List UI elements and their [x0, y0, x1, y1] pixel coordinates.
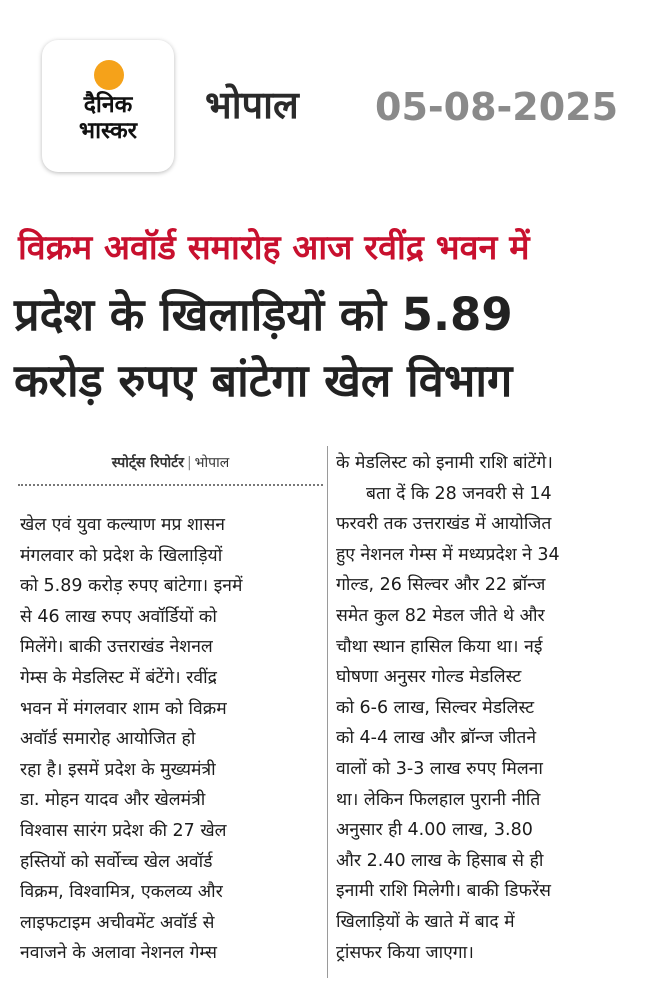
article-column-left	[20, 510, 320, 969]
text-line: था। लेकिन फिलहाल पुरानी नीति	[336, 789, 541, 810]
byline-separator: |	[186, 455, 192, 471]
byline-divider	[18, 484, 323, 486]
text-line: को 6-6 लाख, सिल्वर मेडलिस्ट	[336, 697, 535, 718]
text-line: चौथा स्थान हासिल किया था। नई	[336, 636, 543, 657]
column-divider	[327, 446, 328, 978]
text-line: भवन में मंगलवार शाम को विक्रम	[20, 698, 227, 719]
text-line: विक्रम, विश्वामित्र, एकलव्य और	[20, 882, 223, 903]
text-line: खिलाड़ियों के खाते में बाद में	[336, 911, 515, 932]
article-headline	[14, 282, 638, 414]
text-line: के मेडलिस्ट को इनामी राशि बांटेंगे।	[336, 453, 553, 473]
edition-date: 05-08-2025	[375, 85, 619, 129]
text-line: फरवरी तक उत्तराखंड में आयोजित	[336, 514, 552, 535]
text-line: अनुसार ही 4.00 लाख, 3.80	[336, 820, 533, 841]
text-line: मंगलवार को प्रदेश के खिलाड़ियों	[20, 545, 223, 566]
text-line: विश्वास सारंग प्रदेश की 27 खेल	[20, 820, 227, 841]
text-line: समेत कुल 82 मेडल जीते थे और	[336, 605, 545, 626]
article-column-right	[336, 448, 632, 968]
sun-icon	[94, 60, 124, 90]
byline-location: भोपाल	[194, 455, 230, 471]
dainik-bhaskar-logo	[42, 40, 174, 172]
text-line: गेम्स के मेडलिस्ट में बंटेंगे। रवींद्र	[20, 667, 217, 688]
text-line: और 2.40 लाख के हिसाब से ही	[336, 850, 544, 871]
text-line: हस्तियों को सर्वोच्च खेल अवॉर्ड	[20, 851, 213, 872]
text-line: बता दें कि 28 जनवरी से 14	[366, 483, 552, 504]
headline-line: करोड़ रुपए बांटेगा खेल विभाग	[14, 354, 513, 407]
text-line: डा. मोहन यादव और खेलमंत्री	[20, 790, 206, 811]
logo-text-line2: भास्कर	[78, 118, 138, 144]
text-line: रहा है। इसमें प्रदेश के मुख्यमंत्री	[20, 759, 216, 780]
text-line: मिलेंगे। बाकी उत्तराखंड नेशनल	[20, 637, 213, 658]
text-line: लाइफटाइम अचीवमेंट अवॉर्ड से	[20, 912, 215, 933]
byline	[18, 452, 323, 474]
newspaper-header	[0, 0, 652, 185]
text-line: वालों को 3-3 लाख रुपए मिलना	[336, 758, 543, 779]
text-line: हुए नेशनल गेम्स में मध्यप्रदेश ने 34	[336, 544, 560, 565]
text-line: घोषणा अनुसर गोल्ड मेडलिस्ट	[336, 667, 522, 688]
text-line: गोल्ड, 26 सिल्वर और 22 ब्रॉन्ज	[336, 575, 546, 596]
text-line: को 5.89 करोड़ रुपए बांटेगा। इनमें	[20, 576, 243, 597]
article-kicker: विक्रम अवॉर्ड समारोह आज रवींद्र भवन में	[18, 228, 530, 268]
headline-line: प्रदेश के खिलाड़ियों को 5.89	[14, 288, 513, 341]
text-line: खेल एवं युवा कल्याण मप्र शासन	[20, 515, 225, 535]
text-line: ट्रांसफर किया जाएगा।	[336, 942, 474, 963]
text-line: नवाजने के अलावा नेशनल गेम्स	[20, 943, 217, 964]
text-line: से 46 लाख रुपए अवॉर्डियों को	[20, 606, 217, 627]
text-line: को 4-4 लाख और ब्रॉन्ज जीतने	[336, 728, 537, 749]
text-line: इनामी राशि मिलेगी। बाकी डिफरेंस	[336, 881, 551, 902]
logo-text-line1: दैनिक	[83, 92, 133, 118]
byline-reporter: स्पोर्ट्स रिपोर्टर	[111, 455, 184, 471]
edition-city: भोपाल	[205, 83, 299, 127]
text-line: अवॉर्ड समारोह आयोजित हो	[20, 729, 196, 750]
